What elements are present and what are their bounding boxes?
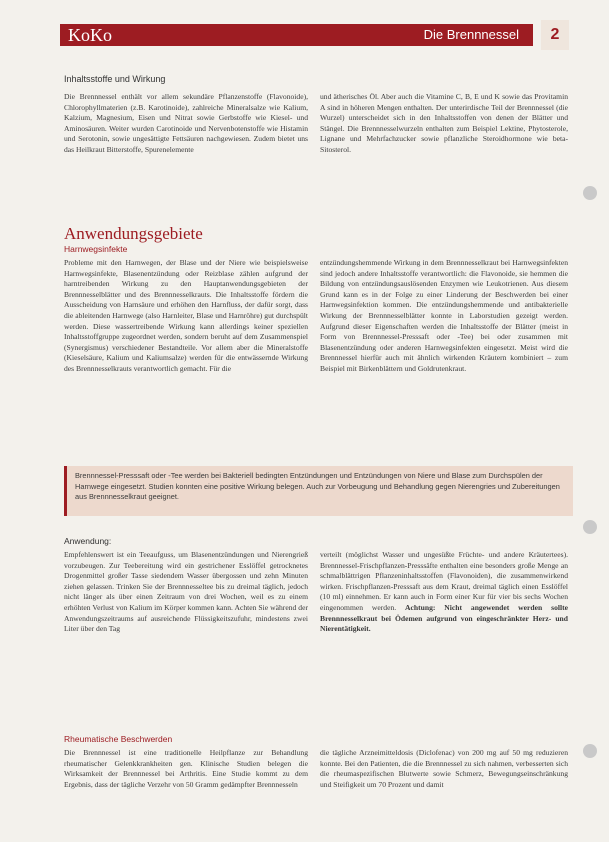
- brand-logo: KoKo: [68, 25, 112, 45]
- anwendung-column-2: [320, 550, 568, 730]
- callout-text: Brennnessel-Presssaft oder -Tee werden bei Bakteriell bedingten Entzündungen und Entzündungen von Niere und Blase zum Durchspülen der Harnwege eingesetzt. Studien konnten eine positive Wirkung belegen. Auch zur Vorbeugung und Behandlung gegen Nierengries und Zubereitungen aus Brennnesselkraut geeignet.: [75, 471, 560, 501]
- section-title-anwendung: Anwendung:: [64, 536, 112, 546]
- rheuma-column-2: die tägliche Arzneimitteldosis (Diclofenac) von 200 mg auf 50 mg reduzieren konnte. Bei den Patienten, die die Brennnessel zu sich nahmen, verbesserten sich die rheumaspezifischen Blutwerte sowie Schmerz, Bewegungseinschränkung und Steifigkeit um 70 Prozent und damit: [320, 748, 568, 789]
- inhaltsstoffe-column-1: Die Brennnessel enthält vor allem sekundäre Pflanzenstoffe (Flavonoide), Chlorophyllmaterien (z.B. Karotinoide), zahlreiche Mineralsalze wie Kalium, Kalzium, Magnesium, Eisen und Nitrat sowie Gerbstoffe wie Kiesel- und Aminosäuren. Weiter wurden Carotinoide und Nervenbotenstoffe wie Histamin und Serotonin, sowie ungesättigte Fettsäuren nachgewiesen. Zudem bietet uns das Heilkraut Bitterstoffe, Spurenelemente: [64, 92, 308, 154]
- section-title-inhaltsstoffe: Inhaltsstoffe und Wirkung: [64, 74, 166, 84]
- binder-hole-marker: [583, 520, 597, 534]
- binder-hole-marker: [583, 744, 597, 758]
- subheading-rheuma: Rheumatische Beschwerden: [64, 734, 173, 744]
- anwendungsgebiete-column-2: entzündungshemmende Wirkung in dem Brennnesselkraut bei Harnwegsinfekten sind jedoch andere Inhaltsstoffe verantwortlich: die Flavonoide, sie hemmen die Bildung von entzündungsauslösenden Enzymen wie Leukotrienen. Aus diesem Grund kann es in der Folge zu einer Linderung der Beschwerden bei einer Harnwegsinfektion kommen. Die entzündungshemmende und antibakterielle Wirkung der Brennnesselblätter konnte in Laborstudien gezeigt werden. Aufgrund dieser Eigenschaften werden die Inhaltsstoffe der Blätter (meist in Form von Brennnessel-Presssaft oder -Tee) bei oder zusammen mit Blasenentzündung oder anderen Harnwegsinfekten eingesetzt. Meist wird die Brennnessel hierfür auch mit ähnlich wirkenden Kräutern kombiniert – zum Beispiel mit Birkenblättern und Goldrutenkraut.: [320, 258, 568, 373]
- page-header: [60, 24, 569, 46]
- info-callout-box: [64, 466, 573, 516]
- binder-hole-marker: [583, 186, 597, 200]
- subheading-harnwegsinfekte: Harnwegsinfekte: [64, 244, 128, 254]
- header-separator: [533, 20, 541, 50]
- inhaltsstoffe-column-2: und ätherisches Öl. Aber auch die Vitamine C, B, E und K sowie das Provitamin A sind in höheren Mengen enthalten. Der unterirdische Teil der Brennnessel (die Wurzel) unterscheidet sich in den Inhaltsstoffen von denen der Blätter und Stängel. Die Brennnesselwurzeln enthalten zum Beispiel Lektine, Phytosterole, Lignane und Mehrfachzucker sowie pflanzliche Steroidhormone wie beta-Sitosterol.: [320, 92, 568, 154]
- heading-anwendungsgebiete: Anwendungsgebiete: [64, 224, 203, 243]
- anwendung-column-2-text: verteilt (möglichst Wasser und ungesüßte Früchte- und andere Kräutertees). Brennnessel-Frischpflanzen-Presssäfte enthalten eine besonders große Menge an schmalblättrigen Pflanzeninhaltsstoffen (Flavonoiden), die zusammenwirkend wirken. Frischpflanzen-Presssaft aus dem Kraut, dreimal täglich einen Esslöffel (10 ml) einnehmen. Er kann auch in Form einer Kur für vier bis sechs Wochen eingenommen werden.: [320, 550, 568, 612]
- rheuma-column-1: Die Brennnessel ist eine traditionelle Heilpflanze zur Behandlung rheumatischer Gelenkkrankheiten gen. Klinische Studien belegen die Wirksamkeit der Brennnessel bei Arthritis. Eine Studie kommt zu dem Ergebnis, dass der tägliche Verzehr von 50 Gramm gedämpfter Brennnesseln: [64, 748, 308, 789]
- anwendungsgebiete-column-1: Probleme mit den Harnwegen, der Blase und der Niere wie beispielsweise Harnwegsinfekte, Blasenentzündung oder Reizblase zählen aufgrund der harntreibenden Wirkung zu den Hauptanwendungsgebieten der Brennnesselblätter und des Brennnesselkrauts. Die Inhaltsstoffe fördern die Ausscheidung von Harnsäure und erhöhen den Harnfluss, der dafür sorgt, dass die ableitenden Harnwege (also Harnleiter, Blase und Harnröhre) gut durchspült werden. Diese wassertreibende Wirkung kann allerdings keiner speziellen Inhaltsstoffgruppe zugeordnet werden, sondern beruht auf dem Zusammenspiel (Synergismus) verschiedener Bestandteile. Vor allem aber die Mineralstoffe (Kieselsäure, Kalium und Kaliumsalze) werden für die entwässernde Wirkung des Brennnesselkrauts verantwortlich gemacht. Für die: [64, 258, 308, 373]
- header-title: Die Brennnessel: [423, 27, 519, 42]
- anwendung-column-1: Empfehlenswert ist ein Teeaufguss, um Blasenentzündungen und Nierengrieß vorzubeugen. Zur Teebereitung wird ein gestrichener Esslöffel getrocknetes Drogenmittel großer Tasse siedendem Wasser übergossen und zehn Minuten ziehen gelassen. Trinken Sie der Brennnesseltee bis zu dreimal täglich, jedoch nicht länger als über einen Zeitraum von drei Wochen, weil es zu einem erhöhten Verlust von Kalium im Körper kommen kann. Achten Sie während der Anwendungszeitraums auf ausreichende Flüssigkeitszufuhr, mindestens zwei Liter über den Tag: [64, 550, 308, 634]
- warning-text: Achtung: Nicht angewendet werden sollte Brennnesselkraut bei Ödemen aufgrund von eingeschränkter Herz- und Nierentätigkeit.: [320, 602, 568, 634]
- page-number: 2: [541, 20, 569, 50]
